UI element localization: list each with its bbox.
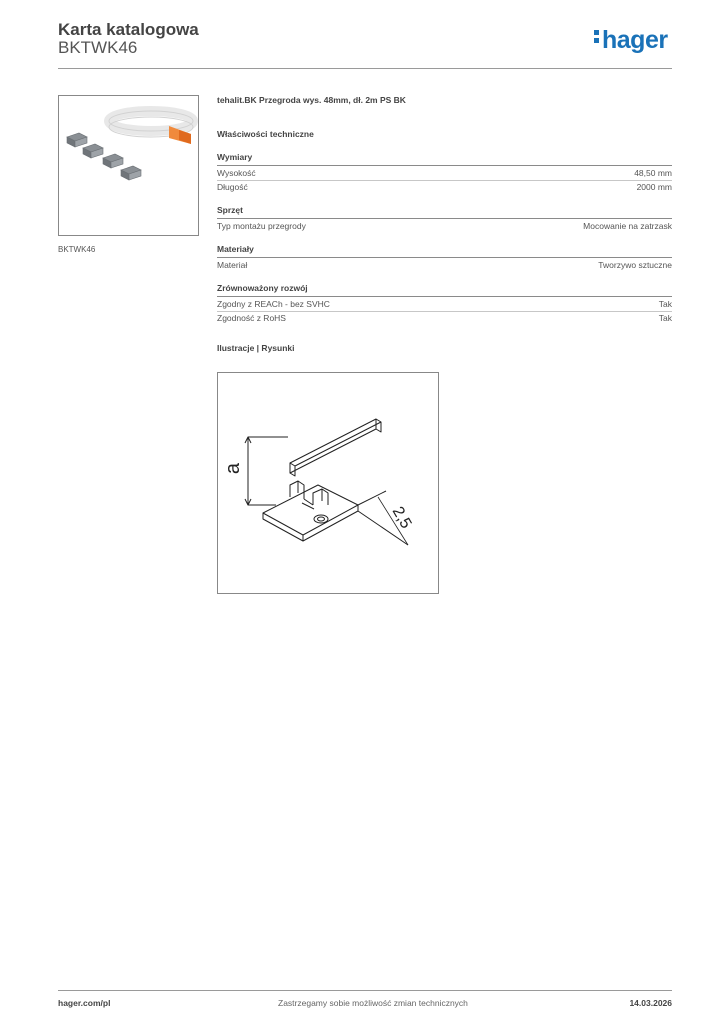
spec-value: Tak: [658, 313, 672, 323]
dimension-a-label: a: [222, 462, 245, 475]
technical-drawing-image: [218, 373, 438, 593]
spec-row-rohs: [217, 312, 672, 325]
footer-website: hager.com/pl: [58, 998, 111, 1008]
logo-text: hager: [602, 26, 668, 54]
spec-group-title: Materiały: [217, 244, 672, 258]
spec-value: Mocowanie na zatrzask: [583, 221, 672, 231]
spec-group-title: Zrównoważony rozwój: [217, 283, 672, 297]
product-photo-image: [59, 96, 198, 235]
spec-row-length: [217, 181, 672, 194]
spec-group-hardware: [217, 205, 672, 233]
spec-value: Tak: [658, 299, 672, 309]
spec-group-materials: [217, 244, 672, 272]
spec-label: Materiał: [217, 260, 248, 270]
technical-drawing: [217, 372, 439, 594]
product-photo: [58, 95, 199, 236]
document-title: Karta katalogowa: [58, 20, 199, 39]
footer-divider: [58, 990, 672, 991]
spec-row-reach: [217, 298, 672, 312]
spec-label: Zgodność z RoHS: [217, 313, 286, 323]
spec-label: Typ montażu przegrody: [217, 221, 306, 231]
spec-group-title: Wymiary: [217, 152, 672, 166]
spec-group-dimensions: [217, 152, 672, 194]
spec-label: Długość: [217, 182, 248, 192]
logo-dots-icon: [594, 27, 600, 46]
product-code: BKTWK46: [58, 38, 138, 57]
spec-value: Tworzywo sztuczne: [598, 260, 672, 270]
illustrations-heading: Ilustracje | Rysunki: [217, 343, 295, 353]
photo-caption: BKTWK46: [58, 245, 96, 254]
spec-label: Zgodny z REACh - bez SVHC: [217, 299, 330, 309]
footer-date: 14.03.2026: [629, 998, 672, 1008]
technical-properties-heading: Właściwości techniczne: [217, 129, 314, 139]
spec-row-height: [217, 167, 672, 181]
spec-label: Wysokość: [217, 168, 256, 178]
spec-group-title: Sprzęt: [217, 205, 672, 219]
hager-logo: [594, 28, 668, 53]
dimension-thickness-label: 2,5: [388, 503, 415, 532]
spec-value: 2000 mm: [636, 182, 672, 192]
spec-row-material: [217, 259, 672, 272]
product-title: tehalit.BK Przegroda wys. 48mm, dł. 2m PS BK: [217, 95, 406, 105]
content-column: [217, 95, 672, 355]
spec-group-sustainability: [217, 283, 672, 325]
spec-row-mounting-type: [217, 220, 672, 233]
footer-disclaimer: Zastrzegamy sobie możliwość zmian technicznych: [278, 998, 468, 1008]
spec-value: 48,50 mm: [634, 168, 672, 178]
header-divider: [58, 68, 672, 69]
